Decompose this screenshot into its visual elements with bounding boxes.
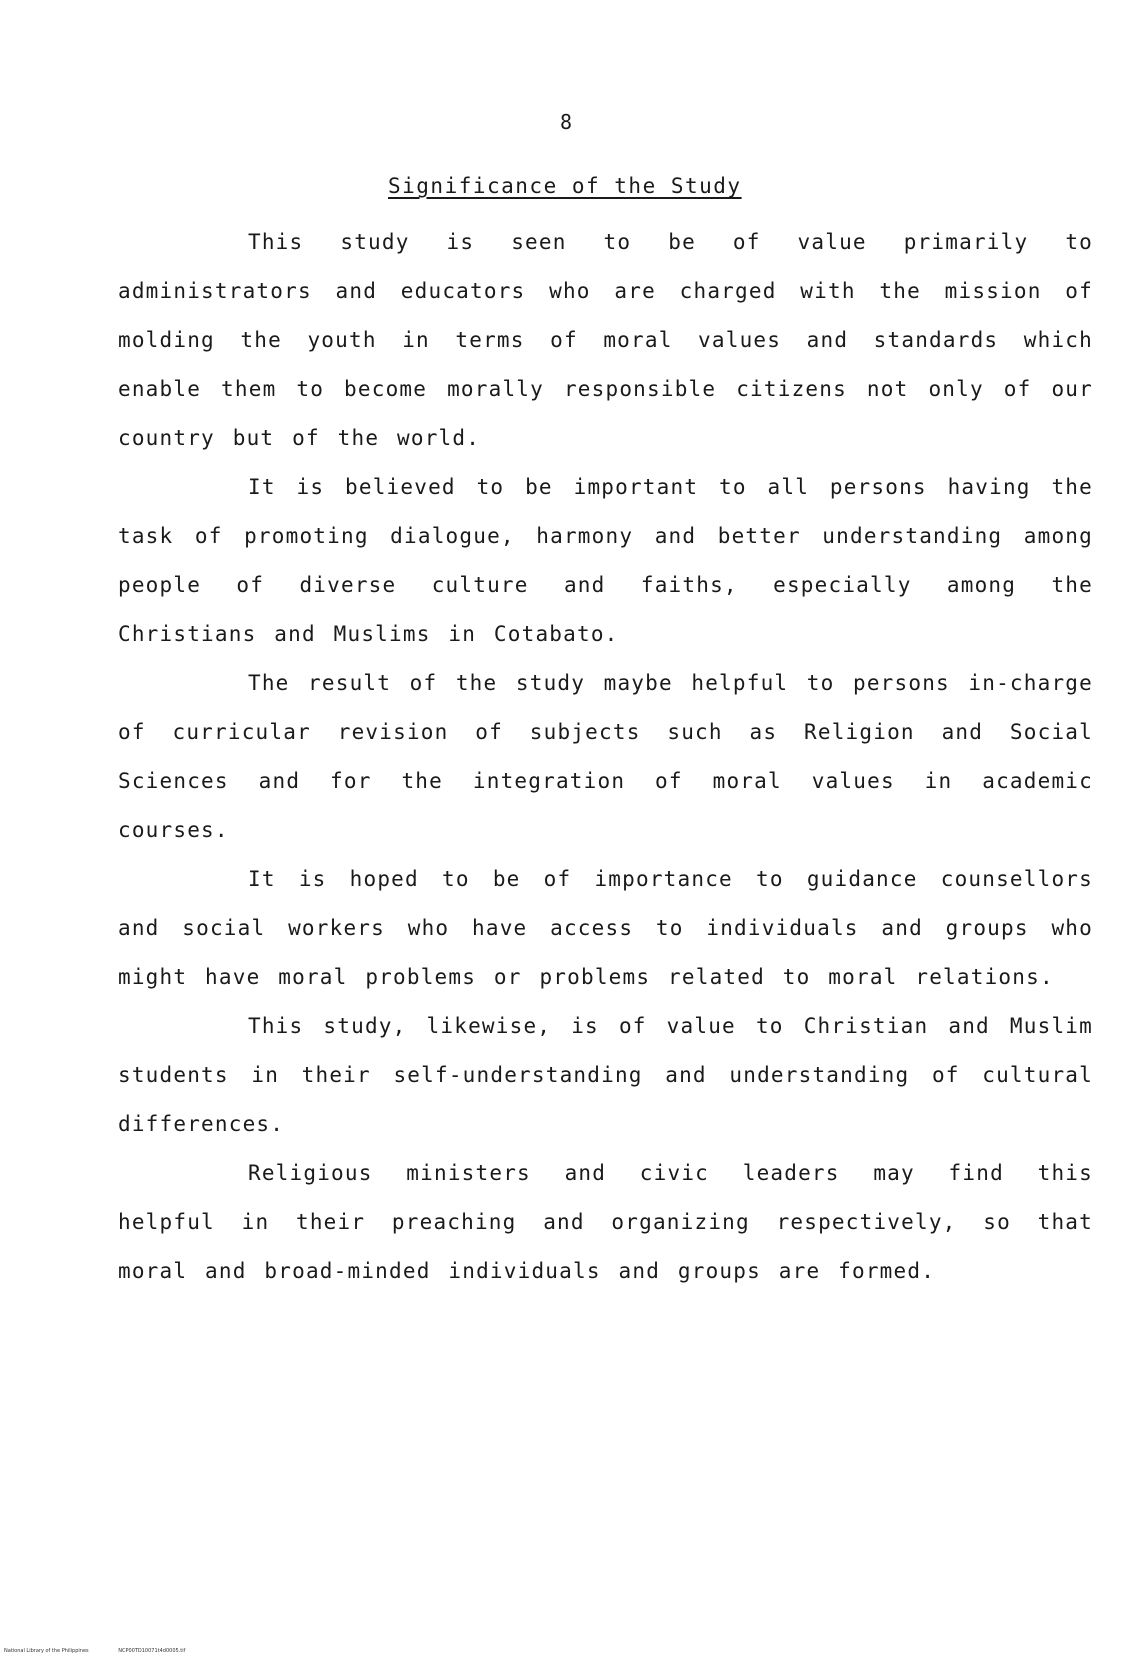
paragraph-religious-ministers: Religious ministers and civic leaders may find this helpful in their preaching and organizing respectively, so that moral and broad-minded individuals and groups are formed.: [118, 1161, 1093, 1283]
paragraph-curricular-revision: The result of the study maybe helpful to persons in-charge of curricular revision of subjects such as Religion and Social Sciences and for the integration of moral values in academic courses.: [118, 671, 1093, 842]
paragraph-guidance-counsellors: It is hoped to be of importance to guidance counsellors and social workers who have access to individuals and groups who might have moral problems or problems related to moral relations.: [118, 867, 1093, 989]
body-text: [118, 218, 1093, 1296]
footer-library: National Library of the Philippines: [4, 1648, 89, 1654]
paragraph-administrators: This study is seen to be of value primarily to administrators and educators who are charged with the mission of molding the youth in terms of moral values and standards which enable them to become morally responsible citizens not only of our country but of the world.: [118, 230, 1093, 450]
section-heading: Significance of the Study: [388, 174, 742, 198]
page-number: 8: [560, 110, 574, 134]
paragraph-students: This study, likewise, is of value to Christian and Muslim students in their self-understanding and understanding of cultural differences.: [118, 1014, 1093, 1136]
scan-footer: [4, 1648, 213, 1654]
footer-code: NCP00TD10071t4d0005.tif: [118, 1648, 186, 1654]
paragraph-dialogue: It is believed to be important to all persons having the task of promoting dialogue, harmony and better understanding among people of diverse culture and faiths, especially among the Christians and Muslims in Cotabato.: [118, 475, 1093, 646]
